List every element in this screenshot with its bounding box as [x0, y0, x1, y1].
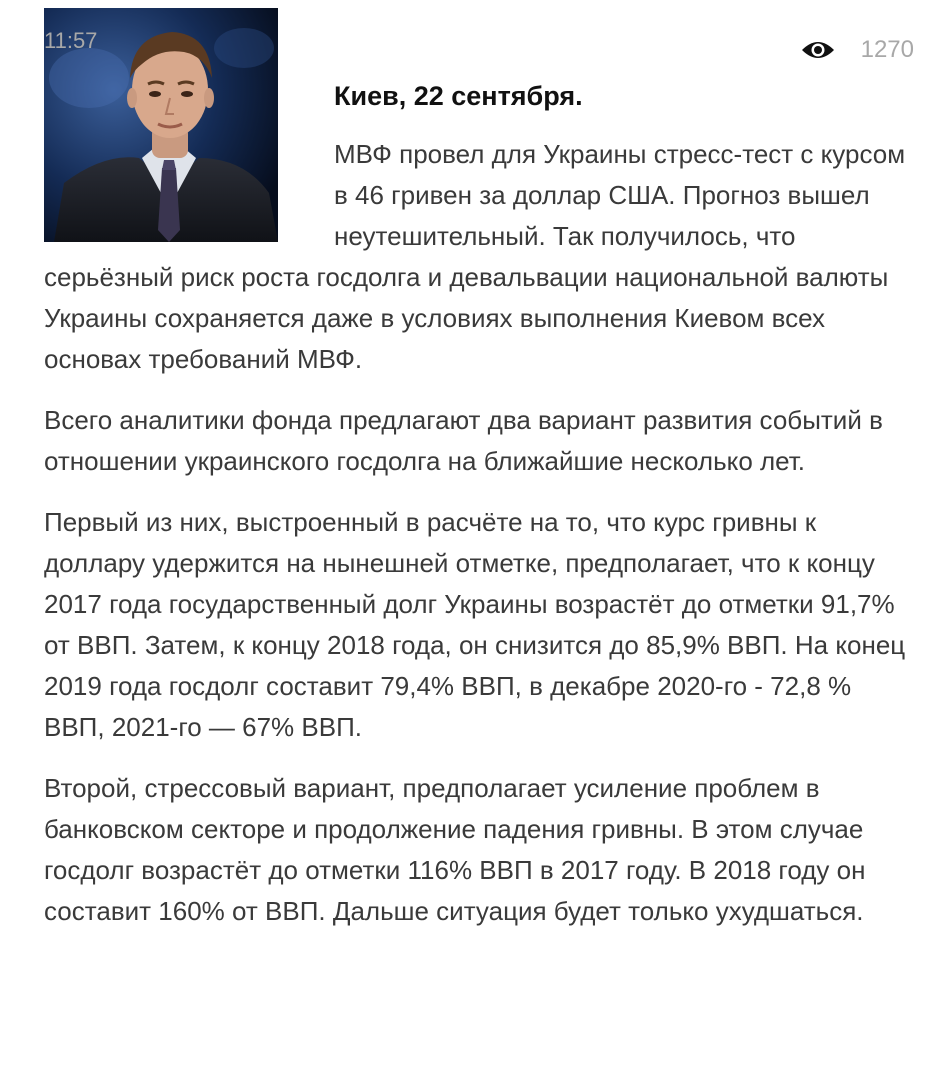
post-paragraph: Первый из них, выстроенный в расчёте на то, что курс гривны к доллару удержится на нынешней отметке, предполагает, что к концу 2017 года государственный долг Украины возрастёт до отметки 91,7% от ВВП. Затем, к концу 2018 года, он снизится до 85,9% ВВП. На конец 2019 года госдолг составит 79,4% ВВП, в декабре 2020-го - 72,8 % ВВП, 2021-го — 67% ВВП.: [44, 507, 906, 742]
views-counter: [801, 36, 914, 64]
news-post: [44, 8, 914, 952]
eye-icon: [801, 39, 835, 61]
post-dateline: Киев, 22 сентября.: [334, 81, 583, 111]
post-paragraph: Второй, стрессовый вариант, предполагает усиление проблем в банковском секторе и продолжение падения гривны. В этом случае госдолг возрастёт до отметки 116% ВВП в 2017 году. В 2018 году он составит 160% от ВВП. Дальше ситуация будет только ухудшаться.: [44, 773, 866, 926]
post-meta: [44, 8, 914, 64]
post-time: 11:57: [44, 28, 98, 53]
post-paragraph: МВФ провел для Украины стресс-тест с курсом в 46 гривен за доллар США. Прогноз вышел неутешительный. Так получилось, что серьёзный риск роста госдолга и девальвации национальной валюты Украины сохраняется даже в условиях выполнения Киевом всех основах требований МВФ.: [44, 139, 906, 374]
views-count: 1270: [860, 36, 914, 63]
post-paragraph: Всего аналитики фонда предлагают два вариант развития событий в отношении украинского госдолга на ближайшие несколько лет.: [44, 405, 883, 476]
